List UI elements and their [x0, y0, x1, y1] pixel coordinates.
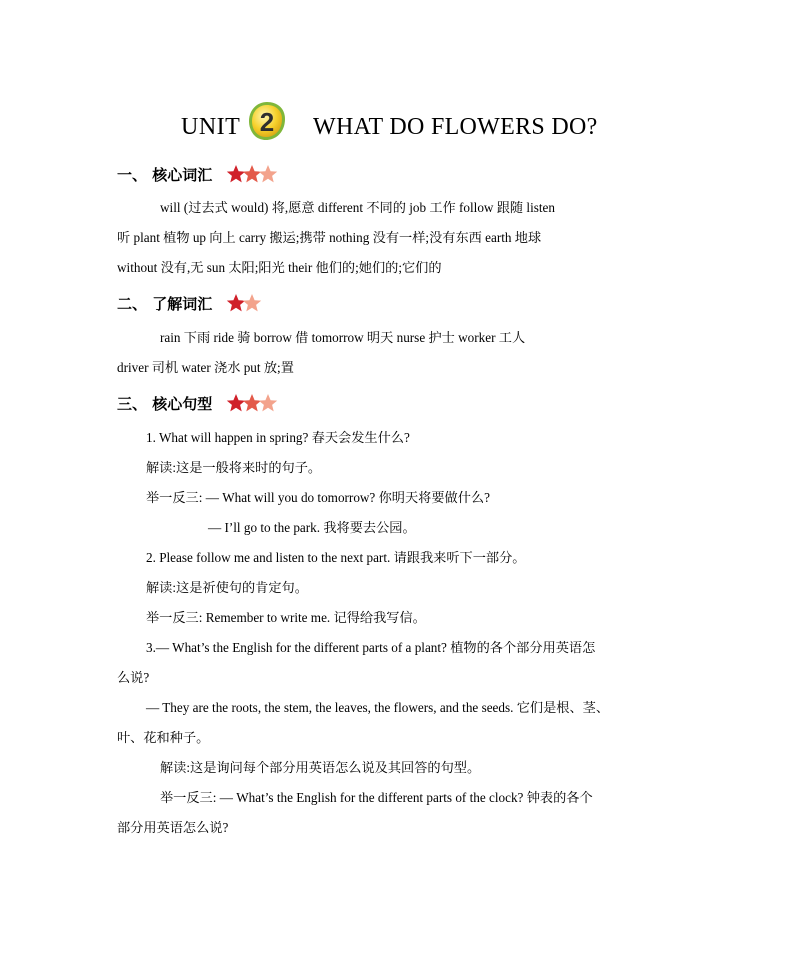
unit-title — [0, 100, 794, 160]
half-star-icon — [258, 164, 278, 184]
vocab-line: 听 plant 植物 up 向上 carry 搬运;携带 nothing 没有一样;没有东西 earth 地球 — [117, 230, 542, 245]
sentence-line: 举一反三: — What will you do tomorrow? 你明天将要做什么? — [146, 490, 490, 505]
heading-text: 二、 了解词汇 — [117, 294, 213, 313]
section-heading-core-sentences — [117, 391, 274, 415]
heading-text: 三、 核心句型 — [117, 394, 213, 413]
sentence-line: 解读:这是询问每个部分用英语怎么说及其回答的句型。 — [160, 760, 481, 775]
unit-number: 2 — [259, 107, 275, 137]
half-star-icon — [242, 293, 262, 313]
sentence-line: 么说? — [117, 670, 150, 685]
vocab-line: rain 下雨 ride 骑 borrow 借 tomorrow 明天 nurse 护士 worker 工人 — [160, 330, 526, 345]
sentence-line: 举一反三: Remember to write me. 记得给我写信。 — [146, 610, 426, 625]
sentence-line: 解读:这是一般将来时的句子。 — [146, 460, 322, 475]
sentence-line: — I’ll go to the park. 我将要去公园。 — [208, 520, 416, 535]
unit-badge-icon — [246, 100, 288, 142]
section-heading-core-vocab — [117, 162, 274, 186]
rating-stars — [226, 393, 274, 413]
sentence-line: 解读:这是祈使句的肯定句。 — [146, 580, 308, 595]
sentence-line: 3.— What’s the English for the different parts of a plant? 植物的各个部分用英语怎 — [146, 640, 596, 655]
rating-stars — [226, 164, 274, 184]
title-question: WHAT DO FLOWERS DO? — [313, 114, 598, 140]
vocab-line: driver 司机 water 浇水 put 放;置 — [117, 360, 294, 375]
sentence-line: 2. Please follow me and listen to the next part. 请跟我来听下一部分。 — [146, 550, 526, 565]
title-unit-word: UNIT — [181, 114, 241, 140]
sentence-line: 部分用英语怎么说? — [117, 820, 229, 835]
rating-stars — [226, 293, 258, 313]
half-star-icon — [258, 393, 278, 413]
sentence-line: 叶、花和种子。 — [117, 730, 210, 745]
vocab-line: without 没有,无 sun 太阳;阳光 their 他们的;她们的;它们的 — [117, 260, 442, 275]
sentence-line: — They are the roots, the stem, the leaves, the flowers, and the seeds. 它们是根、茎、 — [146, 700, 610, 715]
section-heading-extra-vocab — [117, 291, 258, 315]
sentence-line: 举一反三: — What’s the English for the different parts of the clock? 钟表的各个 — [160, 790, 593, 805]
vocab-line: will (过去式 would) 将,愿意 different 不同的 job 工作 follow 跟随 listen — [160, 200, 555, 215]
sentence-line: 1. What will happen in spring? 春天会发生什么? — [146, 430, 410, 445]
heading-text: 一、 核心词汇 — [117, 165, 213, 184]
